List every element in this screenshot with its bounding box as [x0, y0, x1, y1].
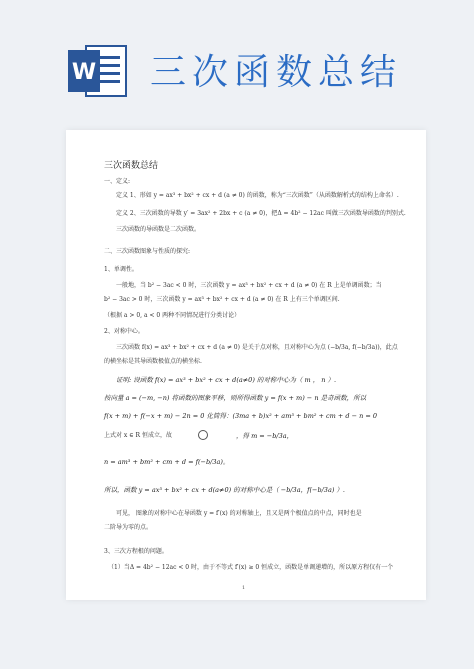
equation-3: n = am³ + bm² + cm + d = f(−b/3a)。	[104, 458, 230, 466]
point-1-line-3: （根据 a > 0, a < 0 两种不同情况进行分类讨论）	[104, 312, 241, 319]
translation-line: 按向量 a = (−m, −n) 将函数的图象平移，则所得函数 y = f(x + m) − n 是奇函数，所以	[104, 394, 367, 402]
equation-4: 所以，函数 y = ax³ + bx² + cx + d(a≠0) 的对称中心是（ −b/3a，f(−b/3a) ）.	[104, 486, 345, 494]
equation-2: 上式对 x ∈ R 恒成立，故	[104, 432, 172, 439]
equation-1: f(x + m) + f(−x + m) − 2n = 0 化简得：(3ma + b)x² + am³ + bm² + cm + d − n = 0	[104, 412, 378, 420]
point-3-heading: 3、三次方程根的问题。	[104, 548, 168, 555]
definition-2: 定义 2、三次函数的导数 y′ = 3ax² + 2bx + c (a ≠ 0)，把Δ = 4b² − 12ac 叫做三次函数导函数的判别式.	[116, 210, 406, 217]
definition-1: 定义 1、形如 y = ax³ + bx² + cx + d (a ≠ 0) 的函数，称为“三次函数”（从函数解析式的结构上命名）.	[116, 192, 399, 199]
doc-title: 三次函数总结	[104, 161, 159, 171]
point-1-line-2: b² − 3ac > 0 时，三次函数 y = ax³ + bx² + cx + d (a ≠ 0) 在 R 上有三个单调区间.	[104, 296, 340, 303]
brace-placeholder-icon	[198, 430, 208, 440]
section-2-heading: 二、三次函数图象与性质的探究:	[104, 248, 191, 255]
page-number: 1	[242, 585, 246, 591]
definition-2-continued: 三次函数的导函数是二次函数。	[116, 226, 201, 233]
proof-line: 证明: 设函数 f(x) = ax³ + bx² + cx + d(a≠0) 的对称中心为（ m ， n ）.	[116, 376, 337, 384]
point-3-line-1: （1）当Δ = 4b² − 12ac < 0 时，由于不等式 f′(x) ≥ 0 恒成立，函数是单调递增的，所以原方程仅有一个	[108, 564, 394, 571]
point-2-heading: 2、对称中心。	[104, 328, 144, 335]
banner-title: 三次函数总结	[150, 52, 403, 93]
section-1-heading: 一、定义:	[104, 178, 131, 185]
banner	[0, 0, 474, 120]
point-2-line-1: 三次函数 f(x) = ax³ + bx² + cx + d (a ≠ 0) 是关于点对称，且对称中心为点 (−b/3a, f(−b/3a))，此点	[116, 344, 398, 351]
equation-2-result: ，得 m = −b/3a，	[236, 432, 294, 440]
point-2-line-2: 的横坐标是其导函数极值点的横坐标.	[104, 358, 202, 365]
svg-text:W: W	[71, 60, 97, 85]
document-page	[66, 130, 426, 600]
point-1-heading: 1、单调性。	[104, 266, 138, 273]
note-line-1: 可见， 图象的对称中心在导函数 y = f′(x) 的对称轴上，且又是两个极值点的中点，同时也是	[116, 510, 362, 517]
word-document-icon	[66, 42, 128, 100]
point-1-line-1: 一般地，当 b² − 3ac < 0 时，三次函数 y = ax³ + bx² + cx + d (a ≠ 0) 在 R 上是单调函数；当	[116, 282, 382, 289]
note-line-2: 二阶导为零的点。	[104, 524, 153, 531]
